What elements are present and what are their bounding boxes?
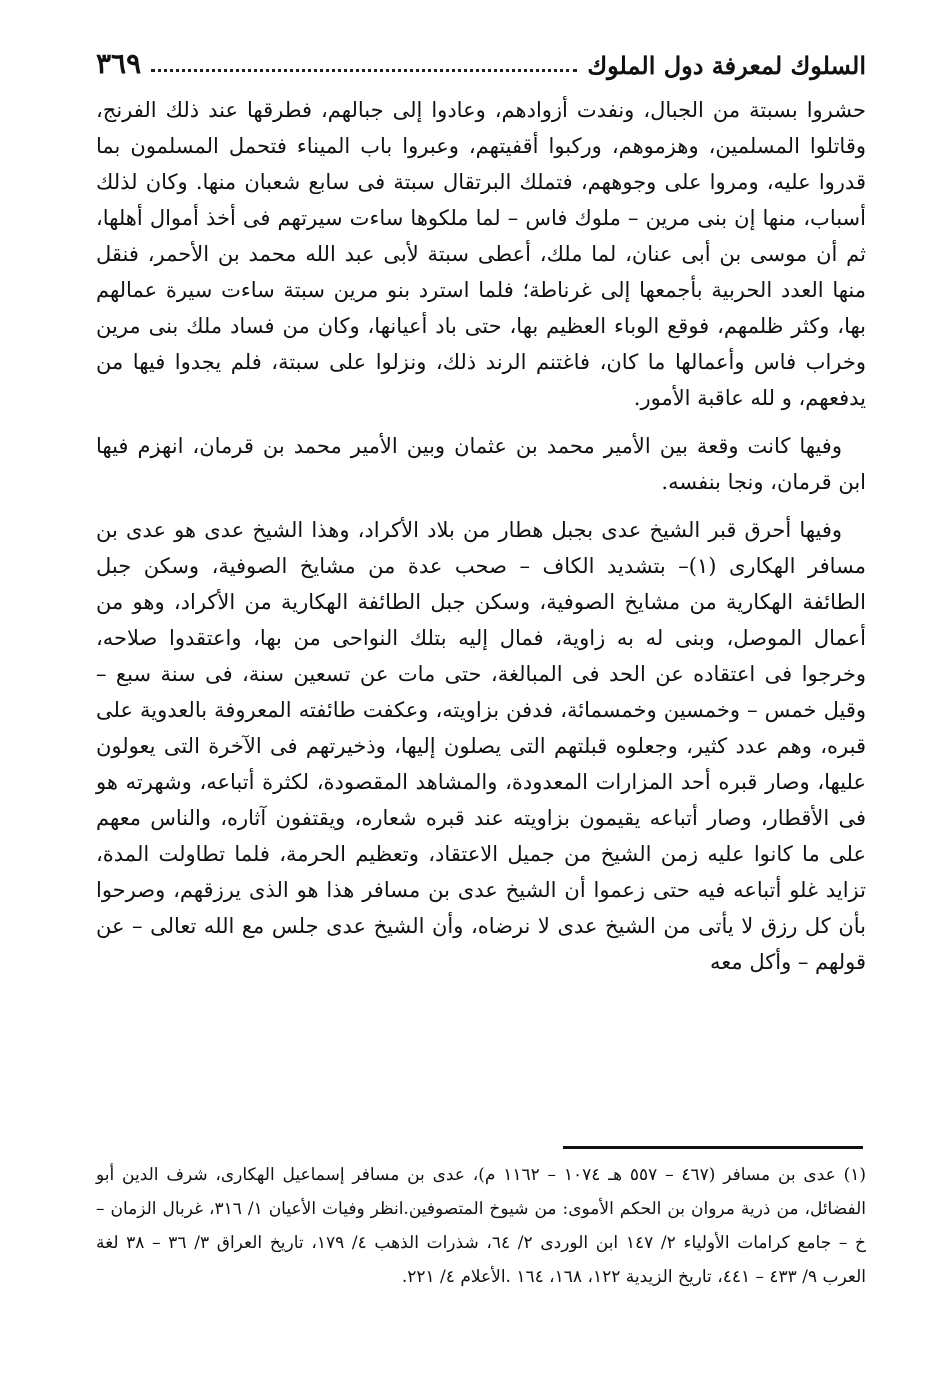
page-header <box>96 40 866 80</box>
running-title: السلوك لمعرفة دول الملوك <box>587 51 866 80</box>
dotted-leader <box>151 69 577 72</box>
paragraph-sabta: حشروا بسبتة من الجبال، ونفدت أزوادهم، وعادوا إلى جبالهم، فطرقها عند ذلك الفرنج، وقاتلوا المسلمين، وهزموهم، وركبوا أقفيتهم، وعبروا باب الميناء فتحمل المسلمون بما قدروا عليه، ومروا على وجوههم، فتملك البرتقال سبتة فى سابع شعبان منها. وكان لذلك أسباب، منها إن بنى مرين – ملوك فاس – لما ملكوها ساءت سيرتهم فى أخذ أموال أهلها، ثم أن موسى بن أبى عنان، لما ملك، أعطى سبتة لأبى عبد الله محمد بن الأحمر، فنقل منها العدد الحربية بأجمعها إلى غرناطة؛ فلما استرد بنو مرين سبتة ساءت سيرة عمالهم بها، وكثر ظلمهم، فوقع الوباء العظيم بها، حتى باد أعيانها، وكان من فساد ملك بنى مرين وخراب فاس وأعمالها ما كان، فاغتنم الرند ذلك، ونزلوا على سبتة، فلم يجدوا فيها من يدفعهم، و لله عاقبة الأمور. <box>96 98 866 410</box>
paragraph-battle: وفيها كانت وقعة بين الأمير محمد بن عثمان وبين الأمير محمد بن قرمان، انهزم فيها ابن قرمان، ونجا بنفسه. <box>96 434 866 494</box>
page-number: ٣٦٩ <box>96 47 142 80</box>
main-text <box>96 92 866 980</box>
footnote: (١) عدى بن مسافر (٤٦٧ – ٥٥٧ هـ ١٠٧٤ – ١١٦٢ م)، عدى بن مسافر إسماعيل الهكارى، شرف الدين أبو الفضائل، من ذرية مروان بن الحكم الأموى: من شيوخ المتصوفين.انظر وفيات الأعيان ١/ ٣١٦، غربال الزمان – خ – جامع كرامات الأولياء ٢/ ١٤٧ ابن الوردى ٢/ ٦٤، شذرات الذهب ٤/ ١٧٩، تاريخ العراق ٣/ ٣٦ – ٣٨ لغة العرب ٩/ ٤٣٣ – ٤٤١، تاريخ الزيدية ١٢٢، ١٦٨، ١٦٤ .الأعلام ٤/ ٢٢١. <box>96 1165 867 1287</box>
footnote-divider <box>563 1146 863 1149</box>
paragraph-sheikh-adi: وفيها أحرق قبر الشيخ عدى بجبل هطار من بلاد الأكراد، وهذا الشيخ عدى هو عدى بن مسافر الهكارى (١)– بتشديد الكاف – صحب عدة من مشايخ الصوفية، وسكن جبل الطائفة الهكارية من مشايخ الصوفية، وسكن جبل الطائفة الهكارية من الأكراد، وهو من أعمال الموصل، وبنى له به زاوية، فمال إليه بتلك النواحى من بها، واعتقدوا صلاحه، وخرجوا فى اعتقاده عن الحد فى المبالغة، حتى مات عن تسعين سنة، فى سنة سبع – وقيل خمس – وخمسين وخمسمائة، فدفن بزاويته، وعكفت طائفته المعروفة بالعدوية على قبره، وهم عدد كثير، وجعلوه قبلتهم التى يصلون إليها، وذخيرتهم فى الآخرة التى يعولون عليها، وصار قبره أحد المزارات المعدودة، والمشاهد المقصودة، لكثرة أتباعه، وشهرته هو فى الأقطار، وصار أتباعه يقيمون بزاويته عند قبره شعاره، ويقتفون آثاره، والناس معهم على ما كانوا عليه زمن الشيخ من جميل الاعتقاد، وتعظيم الحرمة، فلما تطاولت المدة، تزايد غلو أتباعه فيه حتى زعموا أن الشيخ عدى بن مسافر هذا هو الذى يرزقهم، وصرحوا بأن كل رزق لا يأتى من الشيخ عدى لا نرضاه، وأن الشيخ عدى جلس مع الله تعالى – عن قولهم – وأكل معه <box>96 518 867 974</box>
